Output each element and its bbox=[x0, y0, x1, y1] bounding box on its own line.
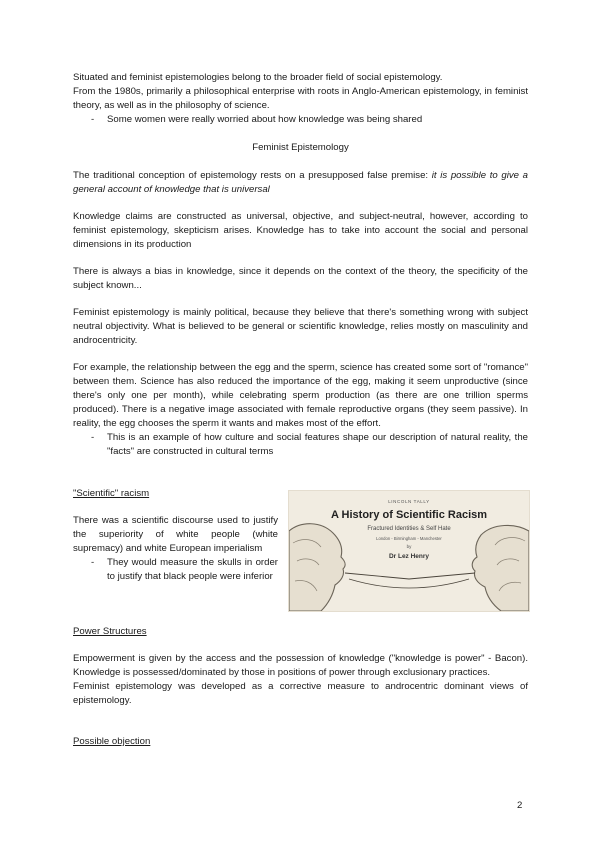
paragraph-egg-sperm-text: For example, the relationship between the egg and the sperm, science has created some sort of "romance" between them. Science has also reduced the importance of the egg, making it seem unproductive (since there's only one per month), while celebrating sperm production (as there are one trillion sperms produced). There is a negative image associated with female reproductive organs (they seem passive). In reality, the egg chooses the sperm it wants and makes most of the effort. bbox=[73, 362, 528, 429]
cover-subtitle-text: Fractured Identities & Self Hate bbox=[367, 526, 451, 532]
cover-author-text: Dr Lez Henry bbox=[388, 553, 430, 560]
paragraph-traditional-conception bbox=[73, 169, 528, 197]
intro-section bbox=[73, 71, 528, 127]
paragraph-power-2: Feminist epistemology was developed as a corrective measure to androcentric dominant views of epistemology. bbox=[73, 681, 528, 706]
paragraph-egg-sperm bbox=[73, 361, 528, 459]
heading-feminist-epistemology: Feminist Epistemology bbox=[252, 142, 349, 153]
book-cover-image bbox=[288, 490, 530, 612]
paragraph-power-1: Empowerment is given by the access and the possession of knowledge ("knowledge is power" - Bacon). Knowledge is possessed/dominated by those in positions of power through exclusionary practices. bbox=[73, 653, 528, 678]
paragraph-political: Feminist epistemology is mainly political, because they believe that there's something wrong with subject neutral objectivity. What is believed to be general or scientific knowledge, relies mostly on masculinity and androcentricity. bbox=[73, 307, 528, 346]
heading-power-structures: Power Structures bbox=[73, 626, 147, 637]
paragraph-traditional-italic: it is possible to give a general account of knowledge that is universal bbox=[73, 170, 528, 195]
heading-possible-objection: Possible objection bbox=[73, 736, 151, 747]
intro-bullet: - Some women were really worried about how knowledge was being shared bbox=[73, 113, 528, 127]
cover-title-text: A History of Scientific Racism bbox=[330, 509, 488, 521]
paragraph-bias: There is always a bias in knowledge, since it depends on the context of the theory, the specificity of the subject known... bbox=[73, 266, 528, 291]
heading-scientific-racism: "Scientific" racism bbox=[73, 488, 150, 499]
paragraph-power-structures bbox=[73, 652, 528, 708]
paragraph-racism-text: There was a scientific discourse used to justify the superiority of white people (white supremacy) and white European imperialism bbox=[73, 515, 278, 554]
racism-bullet: - They would measure the skulls in order to justify that black people were inferior bbox=[73, 556, 278, 584]
page-number: 2 bbox=[517, 800, 523, 811]
intro-line-1: Situated and feminist epistemologies belong to the broader field of social epistemology. bbox=[73, 72, 443, 83]
intro-line-2: From the 1980s, primarily a philosophical enterprise with roots in Anglo-American epistemology, in feminist theory, as well as in the philosophy of science. bbox=[73, 86, 528, 111]
paragraph-traditional-text: The traditional conception of epistemology rests on a presupposed false premise: bbox=[73, 170, 432, 181]
cover-by-text: by bbox=[406, 544, 412, 549]
book-cover-illustration bbox=[289, 491, 529, 611]
cover-series-text: LINCOLN TALLY bbox=[388, 499, 430, 504]
paragraph-knowledge-claims: Knowledge claims are constructed as universal, objective, and subject-neutral, however, according to feminist epistemology, skepticism arises. Knowledge has to take into account the social and personal dimensions in its production bbox=[73, 211, 528, 250]
egg-sperm-bullet: - This is an example of how culture and social features shape our description of natural reality, the "facts" are constructed in cultural terms bbox=[73, 431, 528, 459]
cover-locations-text: London - Birmingham - Manchester bbox=[376, 536, 442, 541]
paragraph-scientific-racism bbox=[73, 514, 278, 584]
